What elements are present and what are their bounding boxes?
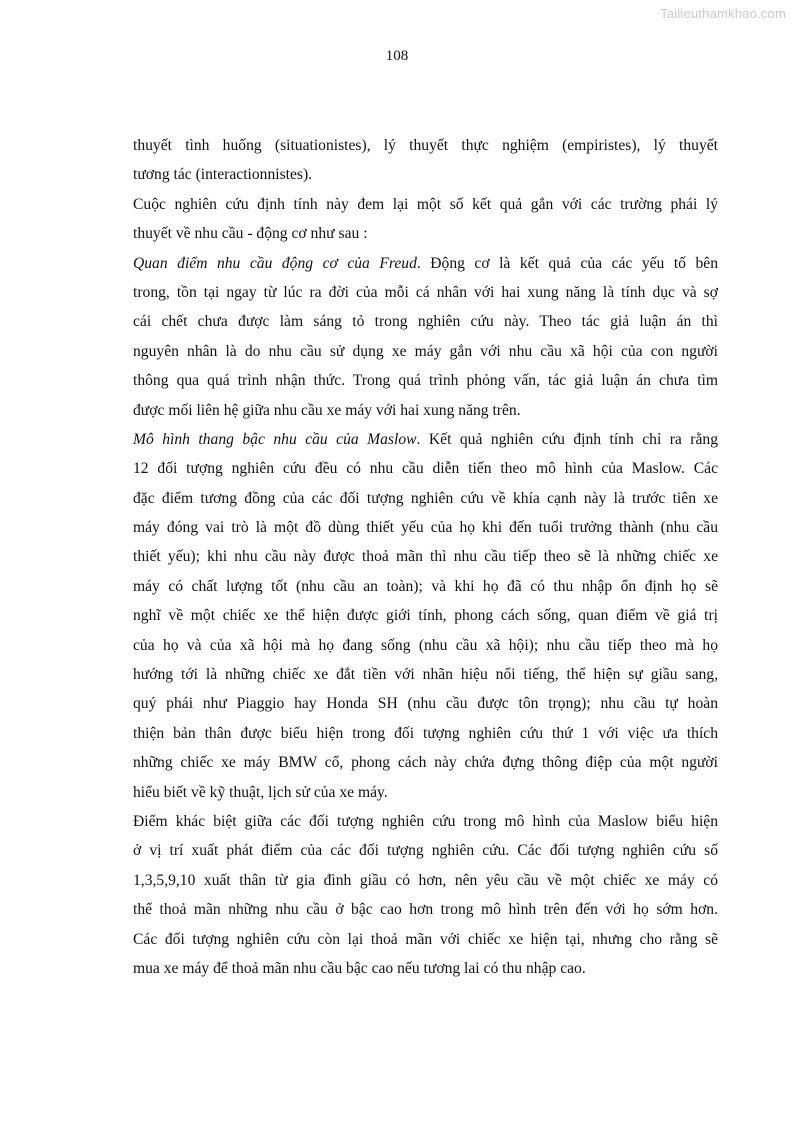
text-line: tương tác (interactionnistes). xyxy=(133,166,313,184)
text-line: Mô hình thang bậc nhu cầu của Maslow. Kết quả nghiên cứu định tính chỉ ra rằng xyxy=(133,430,718,448)
maslow-heading: Mô hình thang bậc nhu cầu của Maslow xyxy=(133,430,417,448)
text-line: nghĩ về một chiếc xe thể hiện được giới tính, phong cách sống, quan điểm về giá trị xyxy=(133,607,718,625)
text-line: thuyết tình huống (situationistes), lý thuyết thực nghiệm (empiristes), lý thuyết xyxy=(133,137,718,154)
text-line: máy có chất lượng tốt (nhu cầu an toàn); và khi họ đã có thu nhập ổn định họ sẽ xyxy=(133,577,718,595)
text-line: ở vị trí xuất phát điểm của các đối tượng nghiên cứu. Các đối tượng nghiên cứu số xyxy=(133,842,718,860)
text-line: hiểu biết về kỹ thuật, lịch sử của xe máy. xyxy=(133,783,388,801)
text-line: máy đóng vai trò là một đồ dùng thiết yếu của họ khi đến tuổi trưởng thành (nhu cầu xyxy=(133,519,718,537)
text-line: đặc điểm tương đồng của các đối tượng nghiên cứu về khía cạnh này là trước tiên xe xyxy=(133,489,718,507)
text-line: của họ và của xã hội mà họ đang sống (nhu cầu xã hội); nhu cầu tiếp theo mà họ xyxy=(133,636,718,654)
document-body xyxy=(133,131,718,983)
text-line: trong, tồn tại ngay từ lúc ra đời của mỗi cá nhân với hai xung năng là tính dục và sợ xyxy=(133,283,718,301)
text-line: 1,3,5,9,10 xuất thân từ gia đình giầu có hơn, nên yêu cầu về một chiếc xe máy có xyxy=(133,871,718,889)
freud-heading: Quan điểm nhu cầu động cơ của Freud xyxy=(133,254,417,272)
text-line: thiết yếu); khi nhu cầu này được thoả mãn thì nhu cầu tiếp theo sẽ là những chiếc xe xyxy=(133,548,718,566)
page-number: 108 xyxy=(385,48,409,64)
text-line: thể thoả mãn những nhu cầu ở bậc cao hơn trong mô hình trên đến với họ sớm hơn. xyxy=(133,901,718,919)
text-line: 12 đối tượng nghiên cứu đều có nhu cầu diễn tiến theo mô hình của Maslow. Các xyxy=(133,460,718,478)
text-line: thuyết về nhu cầu - động cơ như sau : xyxy=(133,225,368,243)
text-line: thiện bản thân được biểu hiện trong đối tượng nghiên cứu thứ 1 với việc ưa thích xyxy=(133,724,718,742)
watermark: Tailieuthamkhao.com xyxy=(660,6,786,21)
text-line: nguyên nhân là do nhu cầu sử dụng xe máy gắn với nhu cầu xã hội của con người xyxy=(133,342,718,360)
text-line: hướng tới là những chiếc xe đắt tiền với nhãn hiệu nổi tiếng, thể hiện sự giầu sang, xyxy=(133,666,718,684)
text-line: những chiếc xe máy BMW cổ, phong cách này chứa đựng thông điệp của một người xyxy=(133,754,718,772)
text-line: Quan điểm nhu cầu động cơ của Freud. Động cơ là kết quả của các yếu tố bên xyxy=(133,254,718,272)
text-line: Cuộc nghiên cứu định tính này đem lại một số kết quả gắn với các trường phái lý xyxy=(133,195,718,213)
text-line: mua xe máy để thoả mãn nhu cầu bậc cao nếu tương lai có thu nhập cao. xyxy=(133,959,586,977)
text-line: Điểm khác biệt giữa các đối tượng nghiên cứu trong mô hình của Maslow biểu hiện xyxy=(133,812,718,830)
text-line: Các đối tượng nghiên cứu còn lại thoả mãn với chiếc xe hiện tại, nhưng cho rằng sẽ xyxy=(133,930,718,948)
text-line: quý phái như Piaggio hay Honda SH (nhu cầu được tôn trọng); nhu cầu tự hoàn xyxy=(133,695,718,713)
text-line: thông qua quá trình nhận thức. Trong quá trình phỏng vấn, tác giả luận án chưa tìm xyxy=(133,372,718,390)
text-line: được mối liên hệ giữa nhu cầu xe máy với hai xung năng trên. xyxy=(133,401,521,419)
text-line: cái chết chưa được làm sáng tỏ trong nghiên cứu này. Theo tác giả luận án thì xyxy=(133,313,718,331)
